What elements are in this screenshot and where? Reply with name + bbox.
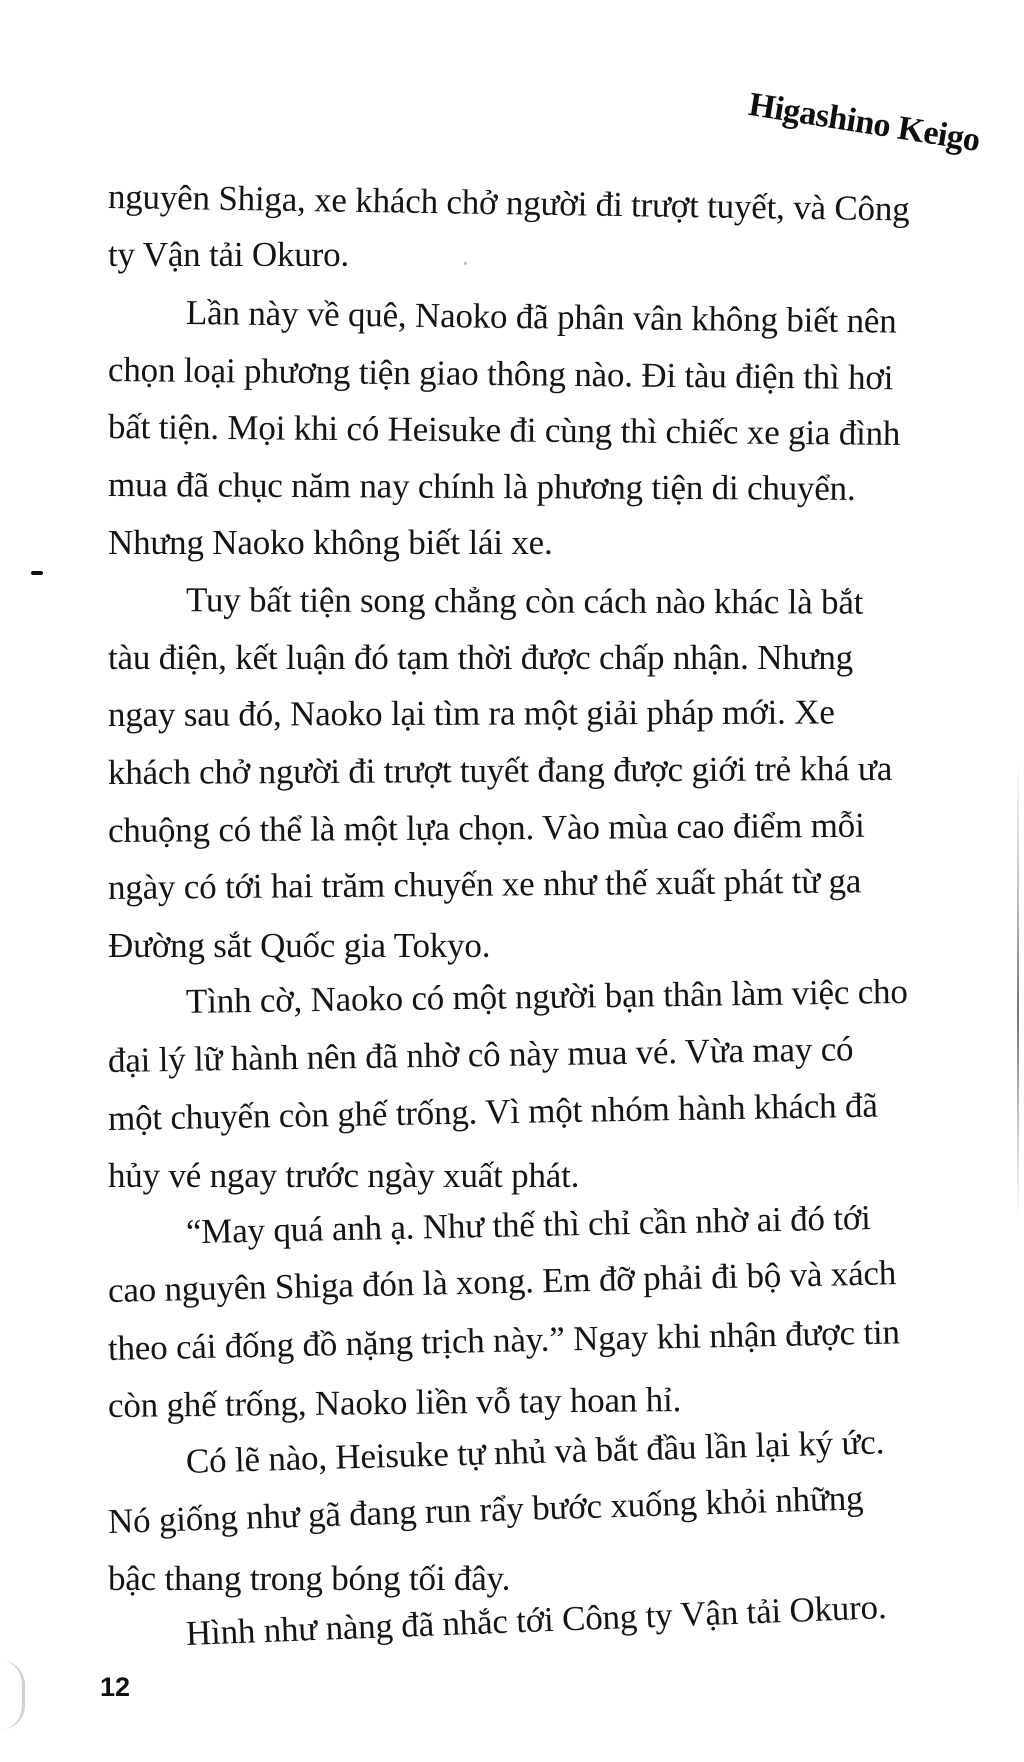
text-line: Đường sắt Quốc gia Tokyo. bbox=[108, 925, 491, 965]
page-number: 12 bbox=[100, 1672, 131, 1702]
text-line: theo cái đống đồ nặng trịch này.” Ngay khi nhận được tin bbox=[107, 1312, 901, 1368]
text-line: chuộng có thể là một lựa chọn. Vào mùa cao điểm mỗi bbox=[107, 805, 865, 850]
text-line: ngày có tới hai trăm chuyến xe như thế xuất phát từ ga bbox=[107, 861, 862, 908]
text-line: Lần này về quê, Naoko đã phân vân không biết nên bbox=[185, 293, 897, 341]
text-line: bậc thang trong bóng tối đây. bbox=[108, 1559, 511, 1599]
text-line: tàu điện, kết luận đó tạm thời được chấp nhận. Nhưng bbox=[108, 637, 853, 677]
text-line: cao nguyên Shiga đón là xong. Em đỡ phải đi bộ và xách bbox=[107, 1253, 897, 1311]
text-line: khách chở người đi trượt tuyết đang được giới trẻ khá ưa bbox=[107, 748, 893, 792]
scan-mark bbox=[31, 571, 43, 575]
text-line: Nhưng Naoko không biết lái xe. bbox=[108, 522, 553, 562]
text-line: Tình cờ, Naoko có một người bạn thân làm việc cho bbox=[185, 972, 908, 1022]
text-line: nguyên Shiga, xe khách chở người đi trượt tuyết, và Công bbox=[107, 177, 910, 229]
text-line: một chuyến còn ghế trống. Vì một nhóm hành khách đã bbox=[107, 1085, 878, 1138]
text-line: Nó giống như gã đang run rẩy bước xuống khỏi những bbox=[107, 1477, 864, 1541]
text-line: ty Vận tải Okuro. bbox=[108, 234, 349, 274]
scan-speck bbox=[464, 262, 467, 265]
text-line: Có lẽ nào, Heisuke tự nhủ và bắt đầu lần lại ký ức. bbox=[185, 1422, 885, 1481]
text-line: bất tiện. Mọi khi có Heisuke đi cùng thì chiếc xe gia đình bbox=[107, 407, 901, 454]
body-text bbox=[108, 168, 988, 1665]
text-line: Tuy bất tiện song chẳng còn cách nào khác là bắt bbox=[185, 580, 864, 622]
page-edge-shadow bbox=[1017, 760, 1019, 1220]
text-line: “May quá anh ạ. Như thế thì chỉ cần nhờ ai đó tới bbox=[185, 1197, 871, 1252]
text-line: còn ghế trống, Naoko liền vỗ tay hoan hỉ. bbox=[107, 1380, 682, 1426]
text-line: Hình như nàng đã nhắc tới Công ty Vận tải Okuro. bbox=[185, 1586, 888, 1653]
text-line: ngay sau đó, Naoko lại tìm ra một giải pháp mới. Xe bbox=[107, 692, 835, 735]
running-header-author: Higashino Keigo bbox=[746, 86, 983, 160]
text-line: mua đã chục năm nay chính là phương tiện di chuyển. bbox=[107, 464, 856, 508]
page-curl-shadow bbox=[0, 1660, 25, 1730]
text-line: đại lý lữ hành nên đã nhờ cô này mua vé. Vừa may có bbox=[107, 1029, 854, 1080]
text-line: chọn loại phương tiện giao thông nào. Đi tàu điện thì hơi bbox=[107, 349, 894, 398]
text-line: hủy vé ngay trước ngày xuất phát. bbox=[108, 1156, 580, 1196]
